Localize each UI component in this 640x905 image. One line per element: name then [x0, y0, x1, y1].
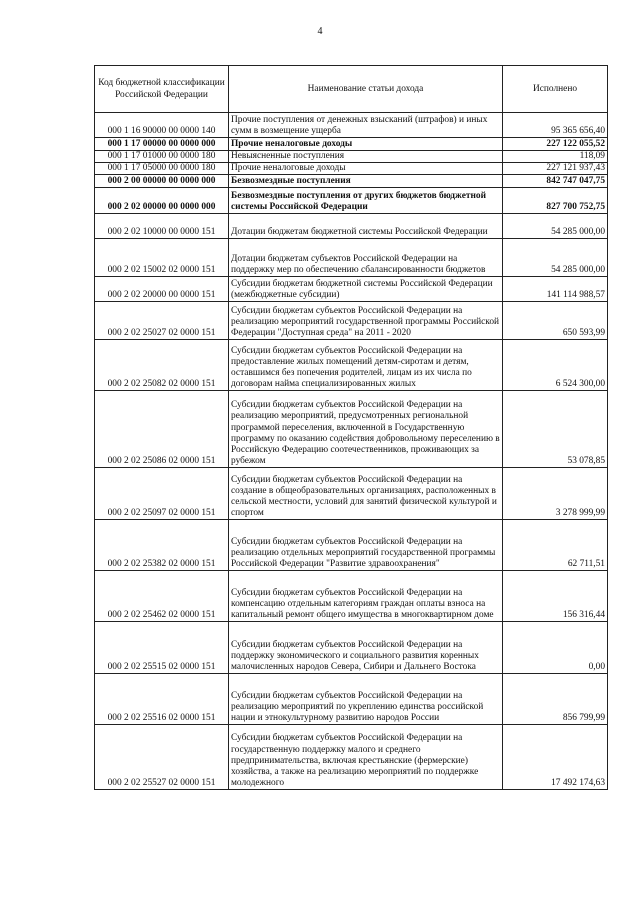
- table-row: [95, 239, 608, 277]
- executed-amount-cell: 17 492 174,63: [503, 725, 608, 790]
- budget-code-cell: 000 2 02 25086 02 0000 151: [95, 391, 229, 468]
- executed-amount-cell: 118,09: [503, 151, 608, 163]
- budget-code-cell: 000 1 16 90000 00 0000 140: [95, 113, 229, 138]
- revenue-name-cell: Безвозмездные поступления: [229, 175, 503, 188]
- budget-code-cell: 000 2 02 25515 02 0000 151: [95, 622, 229, 674]
- revenue-name-cell: Прочие поступления от денежных взысканий (штрафов) и иных сумм в возмещение ущерба: [229, 113, 503, 138]
- budget-code-cell: 000 2 02 25082 02 0000 151: [95, 340, 229, 391]
- budget-code-cell: 000 1 17 01000 00 0000 180: [95, 151, 229, 163]
- table-row: [95, 175, 608, 188]
- revenue-name-cell: Безвозмездные поступления от других бюджетов бюджетной системы Российской Федерации: [229, 188, 503, 214]
- executed-amount-cell: 95 365 656,40: [503, 113, 608, 138]
- table-row: [95, 151, 608, 163]
- table-row: [95, 277, 608, 302]
- budget-code-cell: 000 2 02 25527 02 0000 151: [95, 725, 229, 790]
- executed-amount-cell: 650 593,99: [503, 302, 608, 340]
- revenue-name-cell: Субсидии бюджетам субъектов Российской Федерации на реализацию мероприятий по укреплению единства российской нации и этнокультурному развитию народов России: [229, 674, 503, 725]
- table-row: [95, 188, 608, 214]
- executed-amount-cell: 54 285 000,00: [503, 239, 608, 277]
- executed-amount-cell: 0,00: [503, 622, 608, 674]
- revenue-name-cell: Субсидии бюджетам субъектов Российской Федерации на создание в общеобразовательных организациях, расположенных в сельской местности, условий для занятий физической культурой и спортом: [229, 468, 503, 520]
- executed-amount-cell: 842 747 047,75: [503, 175, 608, 188]
- revenue-name-cell: Субсидии бюджетам субъектов Российской Федерации на компенсацию отдельным категориям граждан оплаты взноса на капитальный ремонт общего имущества в многоквартирном доме: [229, 571, 503, 622]
- budget-code-cell: 000 2 02 20000 00 0000 151: [95, 277, 229, 302]
- revenue-name-cell: Субсидии бюджетам бюджетной системы Российской Федерации (межбюджетные субсидии): [229, 277, 503, 302]
- header-name: Наименование статьи дохода: [229, 66, 503, 113]
- budget-code-cell: 000 2 02 00000 00 0000 000: [95, 188, 229, 214]
- revenue-name-cell: Дотации бюджетам бюджетной системы Российской Федерации: [229, 214, 503, 239]
- executed-amount-cell: 156 316,44: [503, 571, 608, 622]
- header-executed: Исполнено: [503, 66, 608, 113]
- budget-code-cell: 000 2 02 25516 02 0000 151: [95, 674, 229, 725]
- executed-amount-cell: 856 799,99: [503, 674, 608, 725]
- table-row: [95, 725, 608, 790]
- budget-code-cell: 000 2 02 10000 00 0000 151: [95, 214, 229, 239]
- table-body: [95, 113, 608, 790]
- revenue-name-cell: Субсидии бюджетам субъектов Российской Федерации на реализацию мероприятий, предусмотренных региональной программой переселения, включенной в Государственную программу по оказанию содействия добровольному переселению в Российскую Федерацию соотечественников, проживающих за рубежом: [229, 391, 503, 468]
- budget-code-cell: 000 2 00 00000 00 0000 000: [95, 175, 229, 188]
- revenue-name-cell: Субсидии бюджетам субъектов Российской Федерации на государственную поддержку малого и среднего предпринимательства, включая крестьянские (фермерские) хозяйства, а также на реализацию мероприятий по поддержке молодежного: [229, 725, 503, 790]
- table-row: [95, 302, 608, 340]
- budget-revenue-table: [94, 65, 608, 790]
- executed-amount-cell: 6 524 300,00: [503, 340, 608, 391]
- executed-amount-cell: 827 700 752,75: [503, 188, 608, 214]
- revenue-name-cell: Прочие неналоговые доходы: [229, 138, 503, 151]
- executed-amount-cell: 141 114 988,57: [503, 277, 608, 302]
- revenue-name-cell: Субсидии бюджетам субъектов Российской Федерации на реализацию отдельных мероприятий государственной программы Российской Федерации "Развитие здравоохранения": [229, 520, 503, 571]
- revenue-name-cell: Прочие неналоговые доходы: [229, 163, 503, 175]
- table-row: [95, 113, 608, 138]
- table-row: [95, 214, 608, 239]
- revenue-name-cell: Субсидии бюджетам субъектов Российской Федерации на реализацию мероприятий государственной программы Российской Федерации "Доступная среда" на 2011 - 2020: [229, 302, 503, 340]
- executed-amount-cell: 53 078,85: [503, 391, 608, 468]
- revenue-name-cell: Невыясненные поступления: [229, 151, 503, 163]
- table-row: [95, 622, 608, 674]
- table-row: [95, 138, 608, 151]
- revenue-name-cell: Субсидии бюджетам субъектов Российской Федерации на поддержку экономического и социального развития коренных малочисленных народов Севера, Сибири и Дальнего Востока: [229, 622, 503, 674]
- budget-code-cell: 000 2 02 25462 02 0000 151: [95, 571, 229, 622]
- page-number: 4: [317, 26, 323, 37]
- executed-amount-cell: 62 711,51: [503, 520, 608, 571]
- budget-code-cell: 000 2 02 25027 02 0000 151: [95, 302, 229, 340]
- table-row: [95, 571, 608, 622]
- executed-amount-cell: 54 285 000,00: [503, 214, 608, 239]
- table-row: [95, 468, 608, 520]
- budget-code-cell: 000 1 17 00000 00 0000 000: [95, 138, 229, 151]
- revenue-name-cell: Субсидии бюджетам субъектов Российской Федерации на предоставление жилых помещений детям-сиротам и детям, оставшимся без попечения родителей, лицам из их числа по договорам найма специализированных жилых: [229, 340, 503, 391]
- table-row: [95, 520, 608, 571]
- table-row: [95, 391, 608, 468]
- table-row: [95, 674, 608, 725]
- table-row: [95, 163, 608, 175]
- executed-amount-cell: 227 121 937,43: [503, 163, 608, 175]
- budget-code-cell: 000 2 02 15002 02 0000 151: [95, 239, 229, 277]
- budget-code-cell: 000 2 02 25097 02 0000 151: [95, 468, 229, 520]
- executed-amount-cell: 3 278 999,99: [503, 468, 608, 520]
- table-header-row: [95, 66, 608, 113]
- table-row: [95, 340, 608, 391]
- budget-code-cell: 000 1 17 05000 00 0000 180: [95, 163, 229, 175]
- header-code: Код бюджетной классификации Российской Федерации: [95, 66, 229, 113]
- executed-amount-cell: 227 122 055,52: [503, 138, 608, 151]
- budget-code-cell: 000 2 02 25382 02 0000 151: [95, 520, 229, 571]
- revenue-name-cell: Дотации бюджетам субъектов Российской Федерации на поддержку мер по обеспечению сбалансированности бюджетов: [229, 239, 503, 277]
